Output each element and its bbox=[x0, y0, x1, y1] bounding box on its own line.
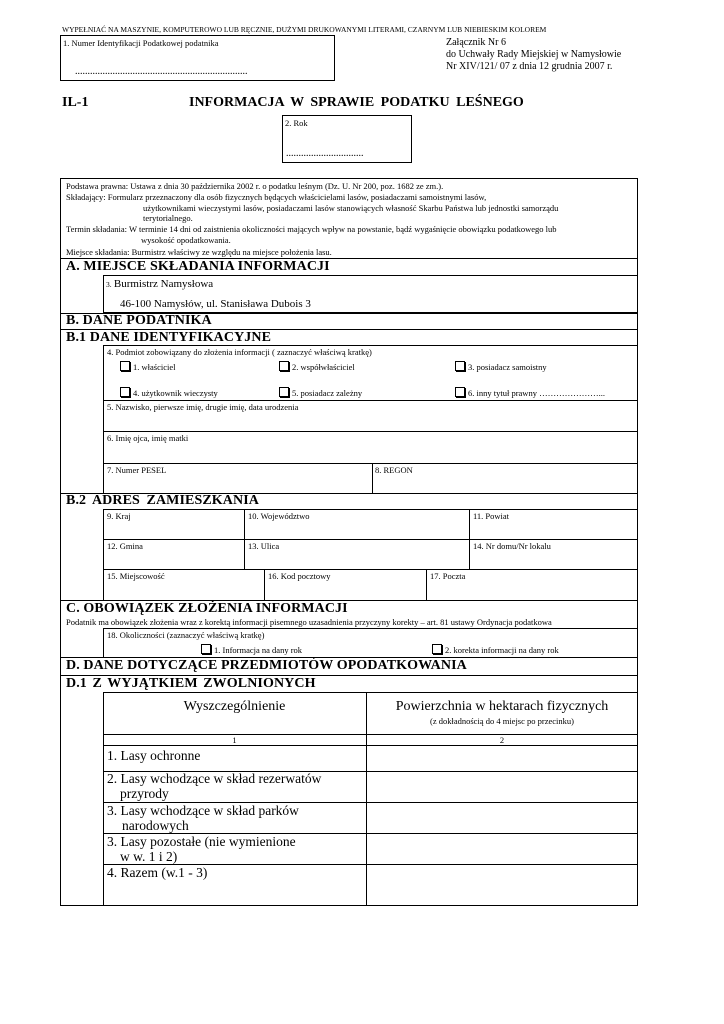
checkbox-icon[interactable] bbox=[432, 644, 442, 654]
field-14-label: 14. Nr domu/Nr lokalu bbox=[473, 541, 551, 551]
checkbox-icon[interactable] bbox=[279, 387, 289, 397]
checkbox-icon[interactable] bbox=[279, 361, 289, 371]
section-d-title: D. DANE DOTYCZĄCE PRZEDMIOTÓW OPODATKOWANIA bbox=[66, 658, 467, 673]
field-10-label: 10. Województwo bbox=[248, 511, 310, 521]
row-5-label: 4. Razem (w.1 - 3) bbox=[107, 865, 208, 880]
checkbox-icon[interactable] bbox=[201, 644, 211, 654]
annex-line2: do Uchwały Rady Miejskiej w Namysłowie bbox=[446, 49, 622, 60]
checkbox-icon[interactable] bbox=[120, 361, 130, 371]
basis-line-4: terytorialnego. bbox=[143, 213, 193, 223]
row-3-label: 3. Lasy wchodzące w skład parków bbox=[107, 803, 299, 818]
year-dots: ............................... bbox=[286, 148, 364, 159]
field-13-label: 13. Ulica bbox=[248, 541, 280, 551]
top-note: WYPEŁNIAĆ NA MASZYNIE, KOMPUTEROWO LUB RĘCZNIE, DUŻYMI DRUKOWANYMI LITERAMI, CZARNYM LUB NIEBIESKIM KOLOREM bbox=[62, 25, 547, 34]
basis-line-7: Miejsce składania: Burmistrz właściwy ze względu na miejsce położenia lasu. bbox=[66, 247, 332, 257]
county-input[interactable] bbox=[470, 521, 637, 537]
nip-dots: ..................................................................... bbox=[75, 66, 248, 77]
house-number-input[interactable] bbox=[470, 551, 637, 567]
row-4-area-input[interactable] bbox=[367, 834, 637, 863]
field-6-label: 6. Imię ojca, imię matki bbox=[107, 433, 189, 443]
option-annual-info[interactable]: 1. Informacja na dany rok bbox=[201, 644, 302, 655]
row-3-area-input[interactable] bbox=[367, 803, 637, 832]
row-1-label: 1. Lasy ochronne bbox=[107, 748, 201, 763]
field-12-label: 12. Gmina bbox=[107, 541, 143, 551]
row-2-area-input[interactable] bbox=[367, 772, 637, 801]
page-title: INFORMACJA W SPRAWIE PODATKU LEŚNEGO bbox=[189, 95, 524, 110]
street-input[interactable] bbox=[245, 551, 468, 567]
pesel-input[interactable] bbox=[104, 475, 370, 491]
option-correction[interactable]: 2. korekta informacji na dany rok bbox=[432, 644, 559, 655]
row-2-label-cont: przyrody bbox=[120, 786, 169, 801]
field-9-label: 9. Kraj bbox=[107, 511, 131, 521]
field-11-label: 11. Powiat bbox=[473, 511, 510, 521]
section-b1-title: B.1 DANE IDENTYFIKACYJNE bbox=[66, 330, 272, 345]
option-owner[interactable]: 1. właściciel bbox=[120, 361, 175, 372]
name-input[interactable] bbox=[104, 412, 637, 430]
field-4-label: 4. Podmiot zobowiązany do złożenia informacji ( zaznaczyć właściwą kratkę) bbox=[107, 347, 372, 357]
col-header-description: Wyszczególnienie bbox=[183, 699, 286, 714]
option-co-owner[interactable]: 2. współwłaściciel bbox=[279, 361, 355, 372]
section-b2-title: B.2 ADRES ZAMIESZKANIA bbox=[66, 493, 259, 508]
voivodeship-input[interactable] bbox=[245, 521, 468, 537]
option-other-title[interactable]: 6. inny tytuł prawny …………………... bbox=[455, 387, 605, 398]
field-15-label: 15. Miejscowość bbox=[107, 571, 165, 581]
year-label: 2. Rok bbox=[285, 118, 308, 128]
section-c-note: Podatnik ma obowiązek złożenia wraz z korektą informacji pisemnego uzasadnienia przyczyny korekty – art. 81 ustawy Ordynacja podatkowa bbox=[66, 617, 552, 627]
row-1-area-input[interactable] bbox=[367, 746, 637, 770]
checkbox-icon[interactable] bbox=[455, 387, 465, 397]
checkbox-icon[interactable] bbox=[120, 387, 130, 397]
basis-line-3: użytkownikami wieczystymi lasów, posiadaczami lasów stanowiących własność Skarbu Państwa lub jednostki samorządu bbox=[143, 203, 559, 213]
field-5-label: 5. Nazwisko, pierwsze imię, drugie imię, data urodzenia bbox=[107, 402, 299, 412]
row-5-area-input[interactable] bbox=[367, 865, 637, 905]
field-3-num: 3. bbox=[106, 280, 112, 289]
row-3-label-cont: narodowych bbox=[122, 818, 189, 833]
postal-code-input[interactable] bbox=[265, 581, 425, 598]
field-17-label: 17. Poczta bbox=[430, 571, 466, 581]
section-a-title: A. MIEJSCE SKŁADANIA INFORMACJI bbox=[66, 259, 330, 274]
option-perpetual-user[interactable]: 4. użytkownik wieczysty bbox=[120, 387, 218, 398]
office-address: 46-100 Namysłów, ul. Stanisława Dubois 3 bbox=[120, 298, 311, 310]
parents-names-input[interactable] bbox=[104, 443, 637, 461]
city-input[interactable] bbox=[104, 581, 263, 598]
basis-line-6: wysokość opodatkowania. bbox=[141, 235, 231, 245]
form-code: IL-1 bbox=[62, 95, 89, 110]
regon-input[interactable] bbox=[373, 475, 637, 491]
municipality-input[interactable] bbox=[104, 551, 243, 567]
year-box[interactable] bbox=[282, 115, 412, 163]
basis-line-2: Składający: Formularz przeznaczony dla osób fizycznych będących właścicielami lasów, posiadaczami samoistnymi lasów, bbox=[66, 192, 487, 202]
annex-line1: Załącznik Nr 6 bbox=[446, 37, 506, 48]
post-office-input[interactable] bbox=[427, 581, 637, 598]
nip-box[interactable] bbox=[60, 35, 335, 81]
office-name: Burmistrz Namysłowa bbox=[113, 278, 214, 290]
col-header-area: Powierzchnia w hektarach fizycznych bbox=[395, 699, 609, 714]
basis-line-5: Termin składania: W terminie 14 dni od zaistnienia okoliczności mających wpływ na powstanie, bądź wygaśnięcie obowiązku podatkowego lub bbox=[66, 224, 557, 234]
section-c-title: C. OBOWIĄZEK ZŁOŻENIA INFORMACJI bbox=[66, 601, 348, 616]
field-16-label: 16. Kod pocztowy bbox=[268, 571, 331, 581]
basis-line-1: Podstawa prawna: Ustawa z dnia 30 października 2002 r. o podatku leśnym (Dz. U. Nr 200, poz. 1682 ze zm.). bbox=[66, 181, 444, 191]
country-input[interactable] bbox=[104, 521, 243, 537]
field-8-label: 8. REGON bbox=[375, 465, 413, 475]
row-2-label: 2. Lasy wchodzące w skład rezerwatów bbox=[107, 771, 322, 786]
option-independent-holder[interactable]: 3. posiadacz samoistny bbox=[455, 361, 547, 372]
field-18-label: 18. Okoliczności (zaznaczyć właściwą kratkę) bbox=[107, 630, 265, 640]
row-4-label-cont: w w. 1 i 2) bbox=[120, 849, 178, 864]
col-number-2: 2 bbox=[499, 735, 505, 745]
section-a-box bbox=[103, 275, 638, 313]
annex-line3: Nr XIV/121/ 07 z dnia 12 grudnia 2007 r. bbox=[446, 61, 613, 72]
col-number-1: 1 bbox=[232, 735, 237, 745]
col-header-area-note: (z dokładnością do 4 miejsc po przecinku) bbox=[430, 716, 574, 726]
option-dependent-holder[interactable]: 5. posiadacz zależny bbox=[279, 387, 362, 398]
checkbox-icon[interactable] bbox=[455, 361, 465, 371]
section-d1-title: D.1 Z WYJĄTKIEM ZWOLNIONYCH bbox=[66, 676, 316, 691]
row-4-label: 3. Lasy pozostałe (nie wymienione bbox=[107, 834, 296, 849]
nip-label: 1. Numer Identyfikacji Podatkowej podatnika bbox=[63, 38, 219, 48]
section-b-title: B. DANE PODATNIKA bbox=[66, 313, 212, 328]
field-7-label: 7. Numer PESEL bbox=[107, 465, 167, 475]
